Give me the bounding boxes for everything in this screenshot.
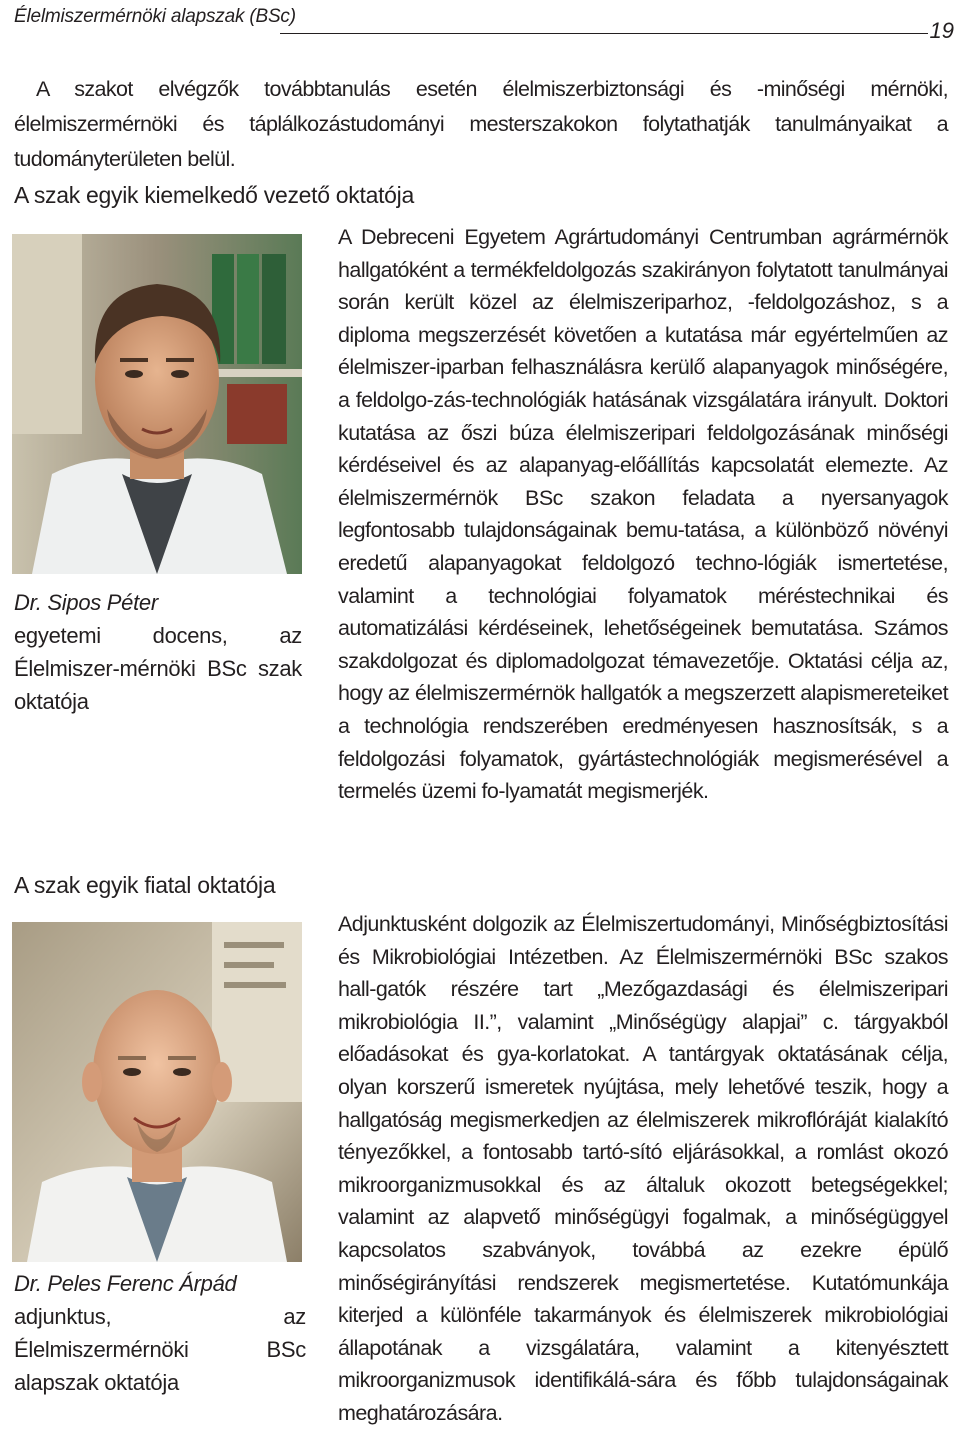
bio-sipos: A Debreceni Egyetem Agrártudományi Centrumban agrármérnök hallgatóként a termékfeldolgozás szakirányon folytatott tanulmányai során került közel az élelmiszeriparhoz, -feldolgozáshoz, s a diploma megszerzését követően a kutatása már egyértelműen az élelmiszer-iparban felhasználásra kerülő alapanyagok minőségére, a feldolgo-zás-technológiák hatásának vizsgálatára irányult. Doktori kutatása az őszi búza élelmiszeripari feldolgozásának minőségi kérdéseivel és az alapanyag-előállítás kapcsolatát elemezte. Az élelmiszermérnök BSc szakon feladata a nyersanyagok legfontosabb tulajdonságainak bemu-tatása, a különböző növényi eredetű alapanyagokat feldolgozó techno-lógiák ismertetése, valamint a technológiai folyamatok méréstechnikai és automatizálási kérdéseinek, lehetőségeinek bemutatása. Számos szakdolgozat és diplomadolgozat témavezetője. Oktatási célja az, hogy az élelmiszermérnök hallgatók a megszerzett alapismereteiket a technológia rendszerében eredményesen hasznosítsák, s a feldolgozási folyamatok, gyártástechnológiák megismerésével a termelés üzemi fo-lyamatát megismerjék.: [338, 225, 948, 804]
running-title: Élelmiszermérnöki alapszak (BSc): [14, 6, 296, 27]
bio-peles: Adjunktusként dolgozik az Élelmiszertudományi, Minőségbiztosítási és Mikrobiológiai Intézetben. Az Élelmiszermérnöki BSc szakos hall-gatók részére tart „Mezőgazdasági és élelmiszeripari mikrobiológia II.”, valamint „Minőségügy alapjai” c. tárgyakból előadásokat és gya-korlatokat. A tantárgyak oktatásának célja, olyan korszerű ismeretek nyújtása, mely lehetővé teszik, hogy a hallgatóság megismerkedjen az élelmiszerek mikroflóráját kialakító tényezőkkel, a fontosabb tartó-sító eljárásokkal, a romlást okozó mikroorganizmusokkal és az általuk okozott betegségekkel; valamint az alapvető minőségügyi fogalmak, a minőségüggyel kapcsolatos szabványok, továbbá az ezekre épülő minőségirányítási rendszerek megismertetése. Kutatómunkája kiterjed a különféle takarmányok és élelmiszerek mikrobiológiai állapotának a vizsgálatára, valamint a kitenyésztett mikroorganizmusok identifikálá-sára és főbb tulajdonságainak meghatározására.: [338, 912, 948, 1425]
caption-role: adjunktus, az Élelmiszermérnöki BSc alapszak oktatója: [14, 1304, 306, 1395]
caption-role: egyetemi docens, az Élelmiszer-mérnöki BSc szak oktatója: [14, 623, 302, 714]
caption-sipos: [14, 586, 302, 718]
intro-paragraph: A szakot elvégzők továbbtanulás esetén élelmiszerbiztonsági és -minőségi mérnöki, élelmiszermérnöki és táplálkozástudományi mesterszakokon folytathatják tanulmányaikat a tudományterületen belül.: [14, 77, 948, 171]
caption-name: Dr. Sipos Péter: [14, 590, 158, 615]
section-heading-young: A szak egyik fiatal oktatója: [14, 872, 276, 898]
caption-name: Dr. Peles Ferenc Árpád: [14, 1271, 237, 1296]
page-number: 19: [929, 18, 954, 43]
section-heading-leading: A szak egyik kiemelkedő vezető oktatója: [14, 182, 414, 208]
portrait-photo-peles: [12, 922, 302, 1262]
header-rule: [280, 33, 928, 34]
caption-peles: [14, 1267, 306, 1399]
portrait-photo-sipos: [12, 234, 302, 574]
portrait-photo-icon: [12, 922, 302, 1262]
portrait-photo-icon: [12, 234, 302, 574]
